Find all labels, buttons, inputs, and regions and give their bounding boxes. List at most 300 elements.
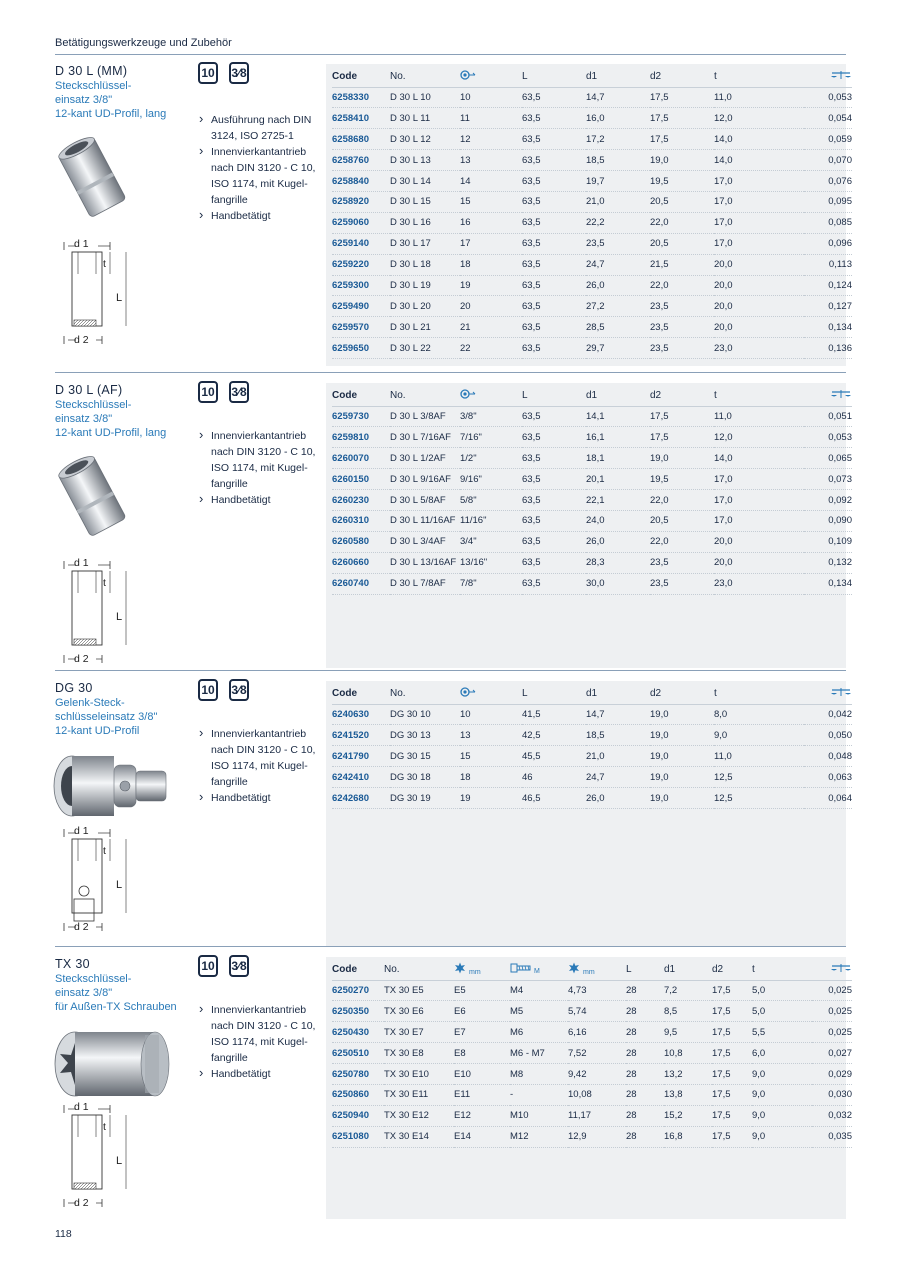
table-cell: 12,9 bbox=[568, 1126, 626, 1147]
table-cell: 19,5 bbox=[650, 171, 714, 192]
table-cell: D 30 L 17 bbox=[390, 233, 460, 254]
column-header bbox=[460, 385, 522, 406]
table-cell: 28 bbox=[626, 1043, 664, 1064]
table-cell: D 30 L 16 bbox=[390, 212, 460, 233]
tx-socket-image bbox=[50, 1027, 180, 1107]
weight-icon bbox=[830, 689, 852, 700]
table-cell: 18,1 bbox=[586, 448, 650, 469]
subtitle-line: 12-kant UD-Profil, lang bbox=[55, 108, 167, 120]
table-cell: 19,7 bbox=[586, 171, 650, 192]
table-cell: 11/16" bbox=[460, 510, 522, 531]
table-cell: DG 30 15 bbox=[390, 746, 460, 767]
table-cell: 63,5 bbox=[522, 212, 586, 233]
column-header: L bbox=[522, 66, 586, 87]
table-cell: M6 bbox=[510, 1022, 568, 1043]
table-cell: 20,0 bbox=[714, 296, 804, 317]
dimension-label-d1: d 1 bbox=[74, 1101, 89, 1113]
table-row bbox=[332, 980, 852, 1001]
spec-table bbox=[332, 385, 852, 595]
dimension-drawing bbox=[62, 821, 142, 941]
table-cell: M12 bbox=[510, 1126, 568, 1147]
table-cell: 0,025 bbox=[812, 1001, 852, 1022]
table-cell: 17,5 bbox=[650, 427, 714, 448]
article-code: 6259300 bbox=[332, 275, 390, 296]
table-cell: 12,0 bbox=[714, 427, 804, 448]
table-body bbox=[332, 980, 852, 1147]
table-cell: 0,053 bbox=[804, 87, 852, 108]
feature-item: › Handbetätigt bbox=[199, 790, 324, 806]
table-cell: 0,134 bbox=[804, 573, 852, 594]
table-cell: 17,5 bbox=[712, 1064, 752, 1085]
table-cell: 5,0 bbox=[752, 980, 812, 1001]
table-header-row bbox=[332, 683, 852, 704]
table-cell: 21,0 bbox=[586, 191, 650, 212]
article-code: 6259060 bbox=[332, 212, 390, 233]
dimension-drawing bbox=[62, 234, 142, 354]
article-code: 6259140 bbox=[332, 233, 390, 254]
table-cell: D 30 L 7/8AF bbox=[390, 573, 460, 594]
table-cell: 19,0 bbox=[650, 448, 714, 469]
article-code: 6260230 bbox=[332, 490, 390, 511]
table-cell: D 30 L 5/8AF bbox=[390, 490, 460, 511]
table-row bbox=[332, 129, 852, 150]
table-cell: 10,08 bbox=[568, 1084, 626, 1105]
table-cell: 8,5 bbox=[664, 1001, 712, 1022]
table-cell: D 30 L 18 bbox=[390, 254, 460, 275]
table-cell: 20,0 bbox=[714, 254, 804, 275]
table-cell: 17,5 bbox=[712, 980, 752, 1001]
table-cell: 1/2" bbox=[460, 448, 522, 469]
table-cell: 63,5 bbox=[522, 552, 586, 573]
table-row bbox=[332, 317, 852, 338]
table-cell: 14,0 bbox=[714, 150, 804, 171]
table-cell: 23,5 bbox=[650, 296, 714, 317]
table-cell: 3/8" bbox=[460, 406, 522, 427]
article-code: 6250350 bbox=[332, 1001, 384, 1022]
table-cell: 46,5 bbox=[522, 788, 586, 809]
table-cell: 13 bbox=[460, 150, 522, 171]
table-cell: 0,076 bbox=[804, 171, 852, 192]
table-row bbox=[332, 490, 852, 511]
table-cell: 22,0 bbox=[650, 275, 714, 296]
table-cell: TX 30 E12 bbox=[384, 1105, 454, 1126]
table-cell: 22,0 bbox=[650, 212, 714, 233]
section-title: D 30 L (AF) bbox=[55, 383, 123, 397]
drive-square-badge: 10 bbox=[198, 62, 218, 84]
article-code: 6258920 bbox=[332, 191, 390, 212]
table-cell: 20 bbox=[460, 296, 522, 317]
table-cell: 20,5 bbox=[650, 191, 714, 212]
table-cell: 0,134 bbox=[804, 317, 852, 338]
article-code: 6258410 bbox=[332, 108, 390, 129]
table-cell: 0,109 bbox=[804, 531, 852, 552]
table-cell: 17,0 bbox=[714, 510, 804, 531]
drive-square-badge: 10 bbox=[198, 955, 218, 977]
table-cell: 0,051 bbox=[804, 406, 852, 427]
table-cell: 17,5 bbox=[650, 129, 714, 150]
table-row bbox=[332, 531, 852, 552]
table-cell: 23,5 bbox=[650, 338, 714, 359]
article-code: 6250780 bbox=[332, 1064, 384, 1085]
table-cell: 0,030 bbox=[812, 1084, 852, 1105]
table-cell: 19,0 bbox=[650, 746, 714, 767]
article-code: 6242410 bbox=[332, 767, 390, 788]
size-icon bbox=[460, 391, 476, 402]
subtitle-line: Steckschlüssel- bbox=[55, 973, 132, 985]
dimension-label-t: t bbox=[103, 1121, 106, 1133]
table-cell: 23,0 bbox=[714, 338, 804, 359]
article-code: 6259810 bbox=[332, 427, 390, 448]
article-code: 6241520 bbox=[332, 725, 390, 746]
table-cell: 7,52 bbox=[568, 1043, 626, 1064]
table-cell: 12,5 bbox=[714, 788, 804, 809]
table-cell: 11,0 bbox=[714, 87, 804, 108]
article-code: 6240630 bbox=[332, 704, 390, 725]
table-cell: 14,0 bbox=[714, 448, 804, 469]
column-header: d2 bbox=[650, 66, 714, 87]
table-cell: 21 bbox=[460, 317, 522, 338]
table-cell: D 30 L 9/16AF bbox=[390, 469, 460, 490]
table-cell: 5,74 bbox=[568, 1001, 626, 1022]
column-header: Code bbox=[332, 959, 384, 980]
table-cell: 19,0 bbox=[650, 788, 714, 809]
table-cell: 0,073 bbox=[804, 469, 852, 490]
table-cell: 0,053 bbox=[804, 427, 852, 448]
table-row bbox=[332, 233, 852, 254]
drive-inch-badge: 3⁄8 bbox=[229, 381, 249, 403]
table-cell: 17,5 bbox=[712, 1126, 752, 1147]
column-header: d2 bbox=[712, 959, 752, 980]
table-cell: D 30 L 14 bbox=[390, 171, 460, 192]
tx-icon bbox=[454, 966, 466, 977]
table-cell: 19,0 bbox=[650, 767, 714, 788]
column-header bbox=[812, 959, 852, 980]
table-cell: D 30 L 1/2AF bbox=[390, 448, 460, 469]
table-cell: 11,0 bbox=[714, 746, 804, 767]
table-cell: 20,0 bbox=[714, 275, 804, 296]
table-cell: 7,2 bbox=[664, 980, 712, 1001]
table-cell: 9,0 bbox=[752, 1084, 812, 1105]
table-row bbox=[332, 573, 852, 594]
column-header bbox=[804, 683, 852, 704]
article-code: 6241790 bbox=[332, 746, 390, 767]
table-row bbox=[332, 1084, 852, 1105]
feature-item: › Handbetätigt bbox=[199, 1066, 324, 1082]
table-cell: 28 bbox=[626, 1126, 664, 1147]
column-header: Code bbox=[332, 66, 390, 87]
table-cell: D 30 L 11 bbox=[390, 108, 460, 129]
table-cell: 63,5 bbox=[522, 406, 586, 427]
table-cell: 17,0 bbox=[714, 233, 804, 254]
table-cell: 6,16 bbox=[568, 1022, 626, 1043]
column-header: L bbox=[522, 385, 586, 406]
table-cell: 9,0 bbox=[714, 725, 804, 746]
table-cell: 4,73 bbox=[568, 980, 626, 1001]
header-rule bbox=[55, 54, 846, 55]
socket-long-image bbox=[48, 132, 138, 227]
table-cell: 17,0 bbox=[714, 171, 804, 192]
table-cell: 26,0 bbox=[586, 788, 650, 809]
table-cell: 0,054 bbox=[804, 108, 852, 129]
table-cell: 63,5 bbox=[522, 317, 586, 338]
article-code: 6259730 bbox=[332, 406, 390, 427]
table-cell: 63,5 bbox=[522, 129, 586, 150]
column-header: d1 bbox=[586, 66, 650, 87]
column-header: d1 bbox=[664, 959, 712, 980]
column-header: L bbox=[522, 683, 586, 704]
article-code: 6260150 bbox=[332, 469, 390, 490]
column-header: L bbox=[626, 959, 664, 980]
table-cell: D 30 L 10 bbox=[390, 87, 460, 108]
table-cell: 17,5 bbox=[712, 1001, 752, 1022]
section-title: DG 30 bbox=[55, 681, 93, 695]
drive-inch-badge: 3⁄8 bbox=[229, 62, 249, 84]
table-row bbox=[332, 469, 852, 490]
feature-item: › Handbetätigt bbox=[199, 208, 324, 224]
table-cell: 0,048 bbox=[804, 746, 852, 767]
table-cell: 63,5 bbox=[522, 510, 586, 531]
table-cell: E14 bbox=[454, 1126, 510, 1147]
table-row bbox=[332, 1043, 852, 1064]
table-cell: 19,0 bbox=[650, 150, 714, 171]
table-cell: 17,0 bbox=[714, 212, 804, 233]
table-cell: D 30 L 20 bbox=[390, 296, 460, 317]
article-code: 6250940 bbox=[332, 1105, 384, 1126]
socket-long-image bbox=[48, 451, 138, 546]
article-code: 6258840 bbox=[332, 171, 390, 192]
feature-list bbox=[199, 428, 324, 508]
feature-list bbox=[199, 1002, 324, 1082]
column-header: d1 bbox=[586, 385, 650, 406]
column-header: t bbox=[752, 959, 812, 980]
table-row bbox=[332, 725, 852, 746]
table-row bbox=[332, 150, 852, 171]
table-cell: 12,0 bbox=[714, 108, 804, 129]
subtitle-line: 12-kant UD-Profil, lang bbox=[55, 427, 167, 439]
table-cell: 9,0 bbox=[752, 1064, 812, 1085]
table-cell: 12 bbox=[460, 129, 522, 150]
table-cell: 63,5 bbox=[522, 573, 586, 594]
feature-item: › Innenvierkantantrieb nach DIN 3120 - C 10, ISO 1174, mit Kugel-fangrille bbox=[199, 726, 324, 790]
table-row bbox=[332, 746, 852, 767]
table-cell: 11,0 bbox=[714, 406, 804, 427]
column-header: t bbox=[714, 66, 804, 87]
section-subtitle bbox=[55, 696, 190, 738]
article-code: 6250270 bbox=[332, 980, 384, 1001]
column-header: No. bbox=[390, 66, 460, 87]
table-cell: TX 30 E7 bbox=[384, 1022, 454, 1043]
article-code: 6260310 bbox=[332, 510, 390, 531]
dimension-label-t: t bbox=[103, 845, 106, 857]
table-cell: M10 bbox=[510, 1105, 568, 1126]
unit-label: mm bbox=[469, 968, 481, 976]
table-cell: 28 bbox=[626, 1001, 664, 1022]
table-row bbox=[332, 296, 852, 317]
subtitle-line: einsatz 3/8" bbox=[55, 94, 113, 106]
table-cell: 17 bbox=[460, 233, 522, 254]
section-subtitle bbox=[55, 79, 190, 121]
table-header-row bbox=[332, 959, 852, 980]
dimension-label-d2: d 2 bbox=[74, 1197, 89, 1209]
dimension-label-d2: d 2 bbox=[74, 653, 89, 665]
table-cell: 24,7 bbox=[586, 767, 650, 788]
table-cell: 42,5 bbox=[522, 725, 586, 746]
article-code: 6250510 bbox=[332, 1043, 384, 1064]
table-cell: 45,5 bbox=[522, 746, 586, 767]
table-cell: E11 bbox=[454, 1084, 510, 1105]
table-cell: DG 30 19 bbox=[390, 788, 460, 809]
section-rule bbox=[55, 670, 846, 671]
dimension-label-t: t bbox=[103, 577, 106, 589]
column-header bbox=[804, 66, 852, 87]
column-header bbox=[454, 959, 510, 980]
table-row bbox=[332, 427, 852, 448]
table-cell: 22,1 bbox=[586, 490, 650, 511]
table-cell: 14,0 bbox=[714, 129, 804, 150]
table-head bbox=[332, 683, 852, 704]
table-cell: 23,5 bbox=[650, 573, 714, 594]
table-cell: 63,5 bbox=[522, 171, 586, 192]
table-cell: 63,5 bbox=[522, 531, 586, 552]
table-cell: 6,0 bbox=[752, 1043, 812, 1064]
table-cell: 0,050 bbox=[804, 725, 852, 746]
table-row bbox=[332, 108, 852, 129]
table-head bbox=[332, 385, 852, 406]
table-cell: 5/8" bbox=[460, 490, 522, 511]
section-title: TX 30 bbox=[55, 957, 90, 971]
table-header-row bbox=[332, 385, 852, 406]
section-subtitle bbox=[55, 972, 190, 1014]
table-row bbox=[332, 704, 852, 725]
column-header: t bbox=[714, 683, 804, 704]
section-rule bbox=[55, 946, 846, 947]
table-cell: 9,5 bbox=[664, 1022, 712, 1043]
column-header: No. bbox=[384, 959, 454, 980]
table-cell: 9,42 bbox=[568, 1064, 626, 1085]
table-cell: 11,17 bbox=[568, 1105, 626, 1126]
table-cell: 0,059 bbox=[804, 129, 852, 150]
table-cell: 20,0 bbox=[714, 552, 804, 573]
page-title: Betätigungswerkzeuge und Zubehör bbox=[55, 37, 232, 49]
column-header: t bbox=[714, 385, 804, 406]
table-cell: 17,5 bbox=[650, 406, 714, 427]
table-cell: 14,1 bbox=[586, 406, 650, 427]
table-cell: 0,096 bbox=[804, 233, 852, 254]
article-code: 6259650 bbox=[332, 338, 390, 359]
table-cell: 46 bbox=[522, 767, 586, 788]
subtitle-line: Steckschlüssel- bbox=[55, 80, 132, 92]
table-row bbox=[332, 171, 852, 192]
table-cell: DG 30 13 bbox=[390, 725, 460, 746]
column-header: No. bbox=[390, 385, 460, 406]
table-cell: 0,095 bbox=[804, 191, 852, 212]
dimension-label-L: L bbox=[116, 611, 123, 623]
column-header bbox=[568, 959, 626, 980]
screw-icon bbox=[510, 965, 532, 976]
table-cell: 0,025 bbox=[812, 1022, 852, 1043]
dimension-drawing bbox=[62, 1097, 142, 1217]
feature-item: › Innenvierkantantrieb nach DIN 3120 - C 10, ISO 1174, mit Kugel-fangrille bbox=[199, 144, 324, 208]
table-row bbox=[332, 406, 852, 427]
article-code: 6260740 bbox=[332, 573, 390, 594]
table-cell: 17,5 bbox=[712, 1084, 752, 1105]
table-cell: TX 30 E6 bbox=[384, 1001, 454, 1022]
table-cell: 15 bbox=[460, 746, 522, 767]
table-cell: 18 bbox=[460, 254, 522, 275]
table-cell: 5,0 bbox=[752, 1001, 812, 1022]
table-cell: 28,5 bbox=[586, 317, 650, 338]
spec-table bbox=[332, 683, 852, 809]
table-cell: 17,0 bbox=[714, 191, 804, 212]
table-cell: D 30 L 21 bbox=[390, 317, 460, 338]
table-cell: 0,136 bbox=[804, 338, 852, 359]
table-row bbox=[332, 191, 852, 212]
table-cell: 15,2 bbox=[664, 1105, 712, 1126]
table-cell: 14 bbox=[460, 171, 522, 192]
table-cell: D 30 L 3/4AF bbox=[390, 531, 460, 552]
table-cell: 63,5 bbox=[522, 296, 586, 317]
table-cell: 63,5 bbox=[522, 275, 586, 296]
subtitle-line: einsatz 3/8" bbox=[55, 413, 113, 425]
table-cell: - bbox=[510, 1084, 568, 1105]
table-cell: 20,0 bbox=[714, 531, 804, 552]
table-cell: 16,0 bbox=[586, 108, 650, 129]
article-code: 6259570 bbox=[332, 317, 390, 338]
column-header bbox=[460, 683, 522, 704]
table-cell: 17,2 bbox=[586, 129, 650, 150]
table-cell: 14,7 bbox=[586, 704, 650, 725]
article-code: 6260070 bbox=[332, 448, 390, 469]
table-cell: 63,5 bbox=[522, 448, 586, 469]
column-header bbox=[510, 959, 568, 980]
table-cell: 17,5 bbox=[650, 108, 714, 129]
table-cell: 24,0 bbox=[586, 510, 650, 531]
table-cell: E7 bbox=[454, 1022, 510, 1043]
article-code: 6260580 bbox=[332, 531, 390, 552]
table-cell: D 30 L 15 bbox=[390, 191, 460, 212]
table-cell: E12 bbox=[454, 1105, 510, 1126]
table-cell: 24,7 bbox=[586, 254, 650, 275]
page-number: 118 bbox=[55, 1228, 72, 1240]
table-cell: E5 bbox=[454, 980, 510, 1001]
table-cell: 17,5 bbox=[650, 87, 714, 108]
table-cell: 0,065 bbox=[804, 448, 852, 469]
table-cell: 0,027 bbox=[812, 1043, 852, 1064]
table-cell: 0,035 bbox=[812, 1126, 852, 1147]
table-cell: D 30 L 13 bbox=[390, 150, 460, 171]
table-cell: 63,5 bbox=[522, 108, 586, 129]
dimension-label-d2: d 2 bbox=[74, 921, 89, 933]
table-row bbox=[332, 254, 852, 275]
spec-table bbox=[332, 66, 852, 359]
table-cell: 0,127 bbox=[804, 296, 852, 317]
table-cell: 22,2 bbox=[586, 212, 650, 233]
table-cell: M5 bbox=[510, 1001, 568, 1022]
spec-table bbox=[332, 959, 852, 1148]
table-cell: 26,0 bbox=[586, 531, 650, 552]
drive-inch-badge: 3⁄8 bbox=[229, 955, 249, 977]
table-cell: 63,5 bbox=[522, 427, 586, 448]
table-cell: 63,5 bbox=[522, 233, 586, 254]
table-cell: 63,5 bbox=[522, 469, 586, 490]
feature-list bbox=[199, 726, 324, 806]
table-cell: D 30 L 12 bbox=[390, 129, 460, 150]
column-header: Code bbox=[332, 683, 390, 704]
table-cell: 20,0 bbox=[714, 317, 804, 338]
dimension-label-L: L bbox=[116, 292, 123, 304]
table-cell: 23,0 bbox=[714, 573, 804, 594]
table-cell: 9/16" bbox=[460, 469, 522, 490]
